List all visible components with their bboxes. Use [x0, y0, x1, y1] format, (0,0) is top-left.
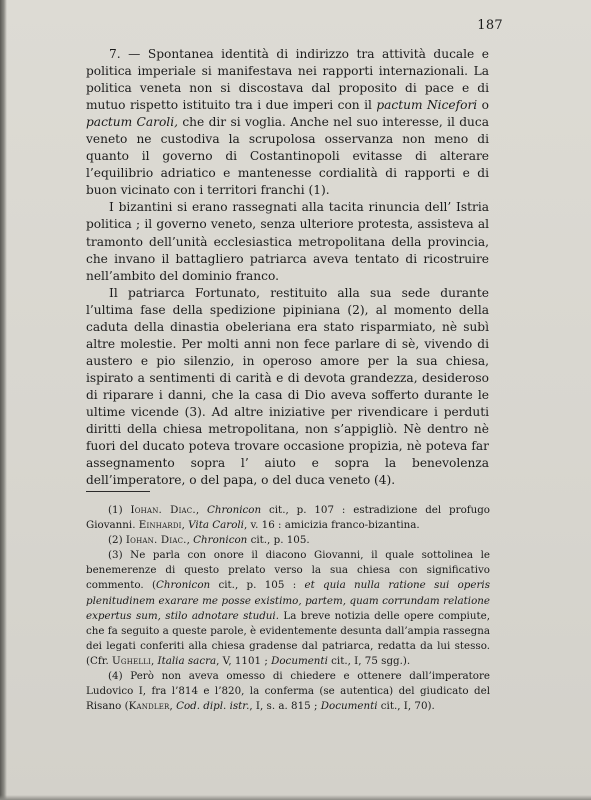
text-run: ,: [186, 534, 194, 547]
footnote-separator: [86, 491, 150, 492]
text-run: o: [477, 98, 490, 113]
footnote: [86, 548, 490, 669]
text-run: cit., p. 107 : estradizione del profugo Giovanni.: [86, 504, 491, 532]
text-run: I bizantini si erano rassegnati alla tacita rinuncia dell’ Istria politica ; il governo veneto, senza ulteriore protesta, assisteva al tramonto dell’unità ecclesiastica metropolitana della provincia, che invano il battagliero patriarca aveva tentato di ricostruire nell’ambito del dominio franco.: [86, 200, 489, 283]
text-run-small-caps: Ughelli: [112, 654, 151, 667]
text-run-italic: pactum Nicefori: [376, 98, 478, 113]
text-run: , V, 1101 ;: [216, 654, 272, 667]
footnote: [86, 503, 490, 533]
footnote: [86, 533, 490, 548]
text-run-italic: Chronicon: [206, 504, 262, 516]
paragraph: [86, 199, 489, 284]
text-run: La breve notizia delle opere compiute, che fa seguito a queste parole, è evidentemente desunta dall’ampia rassegna dei legati conferiti alla chiesa gradense dal patriarca, redatta da lui stesso. (Cfr.: [86, 609, 490, 667]
text-run: (2): [108, 534, 126, 547]
text-run: (3) Ne parla con onore il diacono Giovanni, il quale sottolinea le benemerenze di questo prelato verso la sua chiesa con significativo commento. (: [86, 549, 490, 592]
footnote: [86, 669, 490, 714]
text-run-italic: Chronicon: [156, 579, 211, 592]
text-run: cit., p. 105 :: [210, 579, 305, 592]
text-run-small-caps: Einhardi: [138, 519, 182, 532]
text-run: ,: [181, 519, 189, 532]
page-gutter-shadow: [0, 0, 7, 800]
text-run: ,: [195, 504, 207, 516]
text-run: 7. — Spontanea identità di indirizzo tra attività ducale e politica imperiale si manifestava nei rapporti internazionali. La politica veneta non si discostava dal proposito di pace e di mutuo rispetto istituito tra i due imperi con il: [86, 47, 489, 113]
text-run: ,: [151, 654, 158, 667]
paragraph: [86, 46, 489, 199]
text-run-italic: pactum Caroli,: [86, 115, 178, 130]
text-run-italic: Vita Caroli: [188, 519, 244, 532]
text-run-italic: Italia sacra: [157, 654, 217, 667]
page-bottom-shadow: [0, 795, 591, 800]
page-number: 187: [477, 18, 503, 33]
text-run: cit., p. 105.: [247, 534, 310, 547]
paragraph: [86, 285, 489, 490]
text-run-small-caps: Iohan. Diac.: [130, 504, 196, 516]
footnotes: [86, 503, 490, 714]
text-run-italic: Cod. dipl. istr.: [176, 700, 250, 713]
text-run: (4) Però non aveva omesso di chiedere e ottenere dall’imperatore Ludovico I, fra l’814 e l’820, la conferma (se autentica) del giudicato del Risano (: [86, 670, 490, 713]
text-run: (1): [108, 504, 131, 516]
text-run: ,: [169, 700, 177, 713]
text-run: che dir si voglia. Anche nel suo interesse, il duca veneto ne custodiva la scrupolosa osservanza non meno di quanto il governo di Costantinopoli evitasse di alterare l’equilibrio adriatico e mantenesse cordialità di rapporti e di buon vicinato con i territori franchi (1).: [86, 115, 489, 198]
text-run: , I, s. a. 815 ;: [249, 700, 321, 713]
text-run: Il patriarca Fortunato, restituito alla sua sede durante l’ultima fase della spedizione pipiniana (2), al momento della caduta della dinastia obeleriana era stato risparmiato, nè subì altre molestie. Per molti anni non fece parlare di sè, vivendo di austero e pio silenzio, in operoso amore per la sua chiesa, ispirato a sentimenti di carità e di devota grandezza, desideroso di riparare i danni, che la casa di Dio aveva sofferto durante le ultime vicende (3). Ad altre iniziative per rivendicare i perduti diritti della chiesa metropolitana, non s’appigliò. Nè dentro nè fuori del ducato poteva trovare occasione propizia, nè poteva far assegnamento sopra l’ aiuto e sopra la benevolenza dell’imperatore, o del papa, o del duca veneto (4).: [86, 285, 489, 488]
text-run: , v. 16 : amicizia franco-bizantina.: [243, 519, 420, 532]
main-text: [86, 46, 489, 489]
text-run-italic: Chronicon: [193, 534, 248, 547]
text-run: cit., I, 75 sgg.).: [327, 654, 411, 667]
text-run-small-caps: Iohan. Diac.: [125, 534, 187, 547]
text-run-italic: Documenti: [320, 700, 378, 713]
text-run: cit., I, 70).: [377, 700, 435, 713]
text-run-italic: Documenti: [271, 654, 328, 667]
text-run-italic: et quia nulla ratione sui operis plenitudinem exarare me posse existimo, partem, quam corrundam relatione expertus sum, stilo adnotare studui.: [86, 579, 490, 622]
text-run-small-caps: Kandler: [128, 700, 170, 713]
